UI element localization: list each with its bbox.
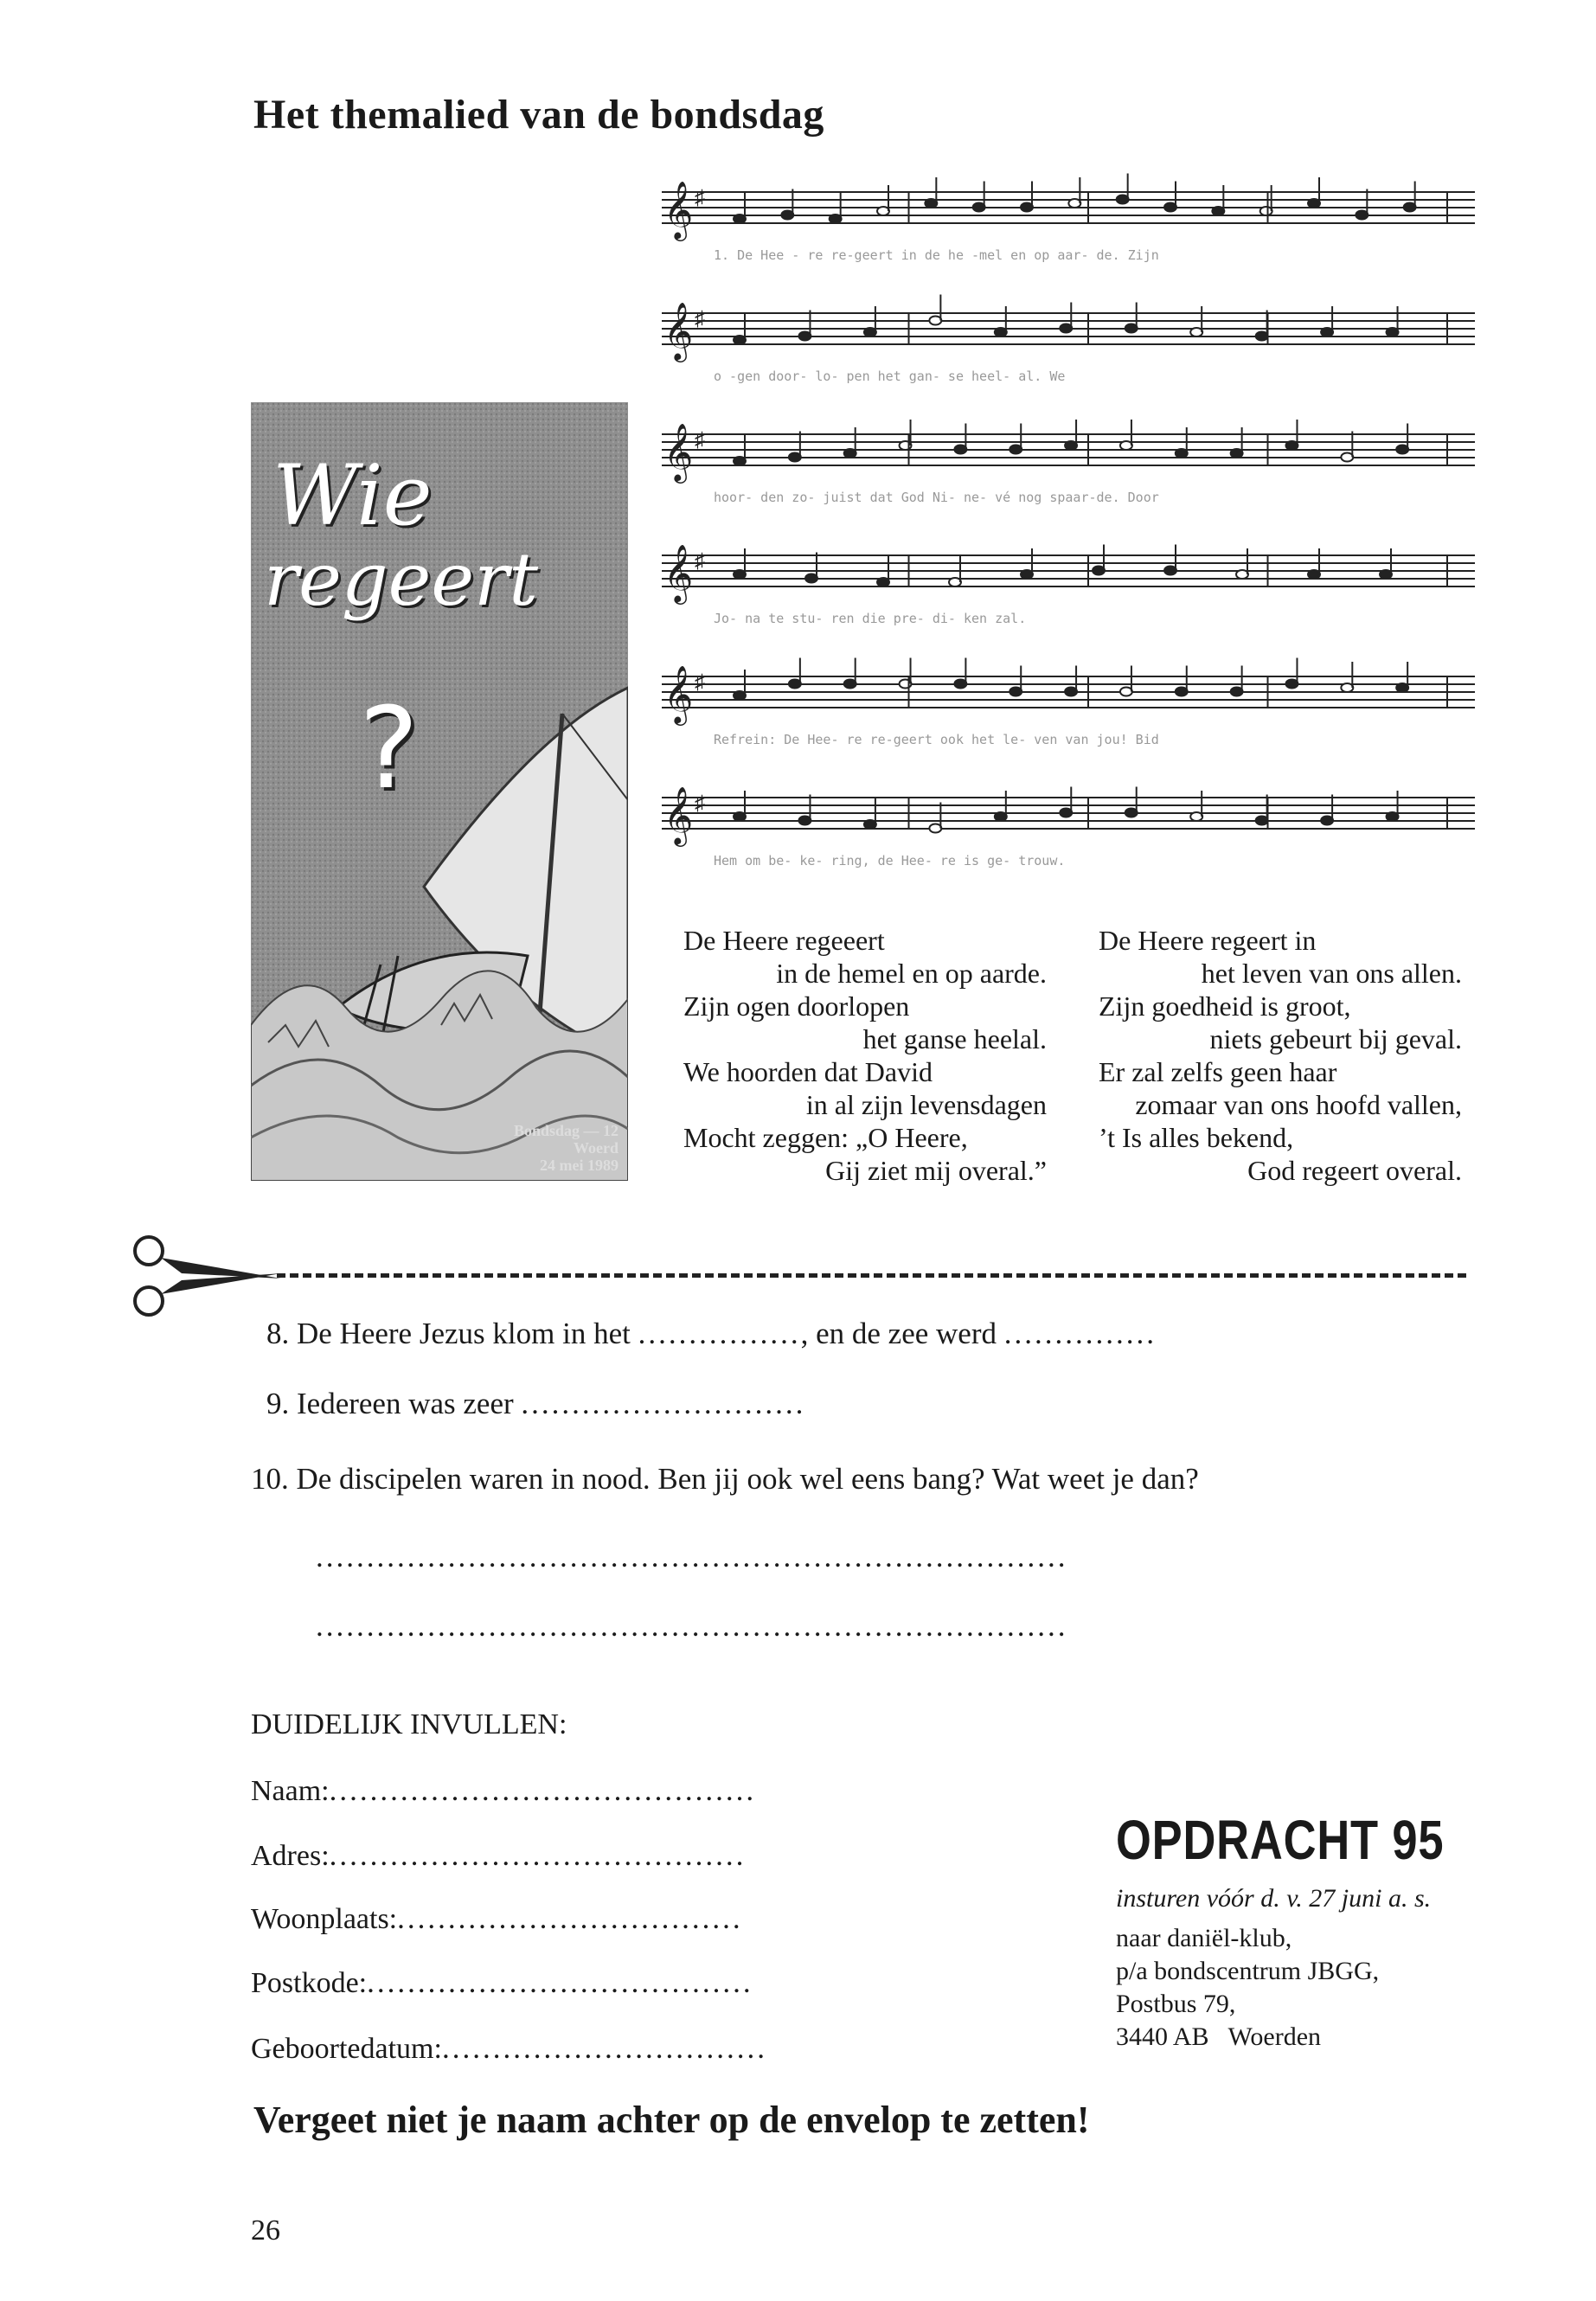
answer-blank[interactable]: ................ (638, 1317, 801, 1350)
note-head (1321, 817, 1333, 825)
note-head (877, 578, 889, 586)
music-system (662, 658, 1475, 748)
question-text: Iedereen was zeer (297, 1387, 514, 1420)
note-head (789, 680, 801, 689)
note-head (1021, 203, 1033, 212)
verse-right-line: Er zal zelfs geen haar (1099, 1056, 1337, 1087)
note-head (1285, 441, 1298, 450)
note-head (1356, 211, 1368, 220)
footer-reminder: Vergeet niet je naam achter op de envelop te zetten! (253, 2099, 1090, 2141)
geboortedatum-field[interactable]: ................................ (441, 2031, 767, 2065)
verse-right-line: het leven van ons allen. (1201, 958, 1462, 989)
cut-line (277, 1273, 1466, 1278)
note-head (1065, 688, 1077, 696)
note-head (1176, 688, 1188, 696)
form-row-woonplaats (251, 1901, 743, 1936)
poster-caption (489, 1122, 619, 1174)
note-head (1125, 809, 1138, 817)
note-head (973, 203, 985, 212)
poster-title-line1: Wie (272, 447, 433, 544)
lyric-line: hoor- den zo- juist dat God Ni- ne- vé nog spaar-de. Door (714, 490, 1159, 505)
poster-question-mark: ? (359, 683, 419, 814)
form-row-adres (251, 1838, 746, 1873)
verse-left-line: Zijn ogen doorlopen (683, 990, 910, 1022)
sharp-icon: ♯ (695, 550, 705, 573)
note-head (734, 215, 746, 223)
note-head (925, 199, 937, 208)
postkode-field[interactable]: ...................................... (367, 1965, 753, 1999)
note-head (1341, 683, 1353, 692)
note-head (1396, 683, 1408, 692)
note-head (954, 680, 966, 689)
verse-left-line: De Heere regeeert (683, 925, 885, 956)
note-head (877, 207, 889, 215)
music-system (662, 174, 1475, 264)
question-text: , en de zee werd (800, 1317, 997, 1350)
verse-right-line: zomaar van ons hoofd vallen, (1135, 1089, 1462, 1120)
poster-caption-line2: Woerd (574, 1139, 619, 1157)
question-text: De Heere Jezus klom in het (297, 1317, 631, 1350)
verse-right (1099, 924, 1462, 1187)
note-head (1308, 199, 1320, 208)
question-text: De discipelen waren in nood. Ben jij ook wel eens bang? Wat weet je dan? (296, 1462, 1199, 1496)
note-head (805, 574, 817, 583)
naam-label: Naam: (251, 1775, 330, 1807)
note-head (864, 820, 876, 829)
note-head (1125, 324, 1138, 333)
lyric-line: 1. De Hee - re re-geert in de he -mel en op aar- de. Zijn (714, 247, 1159, 263)
treble-clef-icon: 𝄞 (663, 543, 694, 602)
verse-right-line: Zijn goedheid is groot, (1099, 990, 1351, 1022)
note-head (734, 691, 746, 700)
note-head (1387, 328, 1399, 336)
poster-title-line2: regeert (264, 537, 538, 622)
adres-label: Adres: (251, 1840, 330, 1872)
note-head (949, 578, 961, 586)
note-head (1231, 688, 1243, 696)
form-row-naam (251, 1773, 756, 1808)
music-system (662, 420, 1475, 505)
assignment-address-line: 3440 AB Woerden (1116, 2022, 1322, 2051)
note-head (1256, 817, 1268, 825)
note-head (1212, 207, 1224, 215)
note-head (1164, 567, 1176, 575)
note-head (830, 215, 842, 223)
note-head (1010, 445, 1022, 454)
note-head (1093, 567, 1105, 575)
note-head (995, 812, 1007, 821)
note-head (781, 211, 793, 220)
note-head (1021, 570, 1033, 579)
verse-right-line: De Heere regeert in (1099, 925, 1317, 956)
music-system (662, 785, 1475, 868)
lyric-line: Hem om be- ke- ring, de Hee- re is ge- trouw. (714, 853, 1066, 868)
note-head (798, 332, 811, 341)
note-head (929, 317, 941, 325)
question-8 (266, 1317, 1157, 1351)
sharp-icon: ♯ (695, 429, 705, 452)
note-head (1120, 688, 1132, 696)
note-head (1117, 195, 1129, 204)
verse-right-line: God regeert overal. (1247, 1155, 1462, 1186)
note-head (864, 328, 876, 336)
assignment-title: OPDRACHT 95 (1116, 1809, 1445, 1871)
note-head (1236, 570, 1248, 579)
note-head (734, 457, 746, 465)
question-number: 10. (251, 1462, 289, 1496)
note-head (995, 328, 1007, 336)
verse-right-line: niets gebeurt bij geval. (1209, 1023, 1462, 1054)
poster-illustration (251, 402, 628, 1181)
verse-left-line: Mocht zeggen: „O Heere, (683, 1122, 968, 1153)
note-head (734, 336, 746, 344)
woonplaats-field[interactable]: .................................. (397, 1901, 743, 1935)
note-head (1164, 203, 1176, 212)
scissors-icon (130, 1228, 285, 1328)
question-10 (251, 1462, 1199, 1497)
question-number: 9. (266, 1387, 290, 1420)
note-head (1176, 449, 1188, 458)
music-system (662, 295, 1475, 385)
sharp-icon: ♯ (695, 792, 705, 815)
question-9 (266, 1387, 805, 1421)
note-head (1060, 324, 1072, 333)
form-heading: DUIDELIJK INVULLEN: (251, 1708, 567, 1740)
note-head (734, 570, 746, 579)
assignment-address-line: naar daniël-klub, (1116, 1924, 1292, 1952)
verse-left-line: in de hemel en op aarde. (776, 958, 1047, 989)
poster-caption-line1: Bondsdag — 12 (513, 1122, 619, 1139)
assignment-deadline: insturen vóór d. v. 27 juni a. s. (1116, 1884, 1432, 1913)
note-head (954, 445, 966, 454)
answer-line-2[interactable]: .......................................................................... (316, 1609, 1068, 1643)
sharp-icon: ♯ (695, 671, 705, 694)
geboortedatum-label: Geboortedatum: (251, 2033, 442, 2065)
note-head (1010, 688, 1022, 696)
note-head (844, 449, 856, 458)
note-head (1341, 453, 1353, 462)
note-head (929, 824, 941, 833)
lyric-line: Jo- na te stu- ren die pre- di- ken zal. (714, 611, 1027, 626)
sharp-icon: ♯ (695, 187, 705, 209)
lyric-line: Refrein: De Hee- re re-geert ook het le- ven van jou! Bid (714, 732, 1159, 747)
note-head (1060, 809, 1072, 817)
verse-left (683, 924, 1047, 1187)
answer-line-1[interactable]: .......................................................................... (316, 1540, 1068, 1574)
note-head (1065, 441, 1077, 450)
note-head (1068, 199, 1080, 208)
note-head (734, 812, 746, 821)
treble-clef-icon: 𝄞 (663, 180, 694, 239)
score-svg (662, 173, 1484, 904)
sheet-music (662, 173, 1484, 904)
note-head (1231, 449, 1243, 458)
note-head (789, 453, 801, 462)
adres-field[interactable]: ......................................... (329, 1838, 747, 1872)
note-head (1404, 203, 1416, 212)
woonplaats-label: Woonplaats: (251, 1903, 398, 1935)
naam-field[interactable]: .......................................... (329, 1773, 757, 1807)
note-head (1190, 812, 1202, 821)
poster-caption-line3: 24 mei 1989 (540, 1157, 619, 1174)
verse-right-line: ’t Is alles bekend, (1099, 1122, 1294, 1153)
sharp-icon: ♯ (695, 308, 705, 330)
postkode-label: Postkode: (251, 1967, 368, 1999)
assignment-address-line: p/a bondscentrum JBGG, (1116, 1957, 1380, 1985)
note-head (798, 817, 811, 825)
note-head (1308, 570, 1320, 579)
note-head (1256, 332, 1268, 341)
treble-clef-icon: 𝄞 (663, 422, 694, 481)
verse-left-line: We hoorden dat David (683, 1056, 933, 1087)
note-head (1190, 328, 1202, 336)
lyric-line: o -gen door- lo- pen het gan- se heel- al. We (714, 369, 1066, 384)
page-number: 26 (251, 2214, 280, 2247)
note-head (1285, 680, 1298, 689)
verse-left-line: in al zijn levensdagen (805, 1089, 1047, 1120)
answer-blank[interactable]: ............... (1003, 1317, 1157, 1350)
note-head (1120, 441, 1132, 450)
answer-blank[interactable]: ............................ (521, 1387, 806, 1420)
note-head (1380, 570, 1392, 579)
verse-left-line: het ganse heelal. (862, 1023, 1047, 1054)
treble-clef-icon: 𝄞 (663, 785, 694, 844)
music-system (662, 543, 1475, 626)
form-row-geboortedatum (251, 2031, 767, 2066)
treble-clef-icon: 𝄞 (663, 664, 694, 723)
verse-left-line: Gij ziet mij overal.” (825, 1155, 1047, 1186)
note-head (844, 680, 856, 689)
treble-clef-icon: 𝄞 (663, 301, 694, 360)
note-head (1396, 445, 1408, 454)
form-row-postkode (251, 1965, 753, 2000)
note-head (1321, 328, 1333, 336)
note-head (1387, 812, 1399, 821)
note-head (1260, 207, 1272, 215)
assignment-address-line: Postbus 79, (1116, 1990, 1236, 2018)
page-title: Het themalied van de bondsdag (253, 92, 824, 138)
question-number: 8. (266, 1317, 290, 1350)
